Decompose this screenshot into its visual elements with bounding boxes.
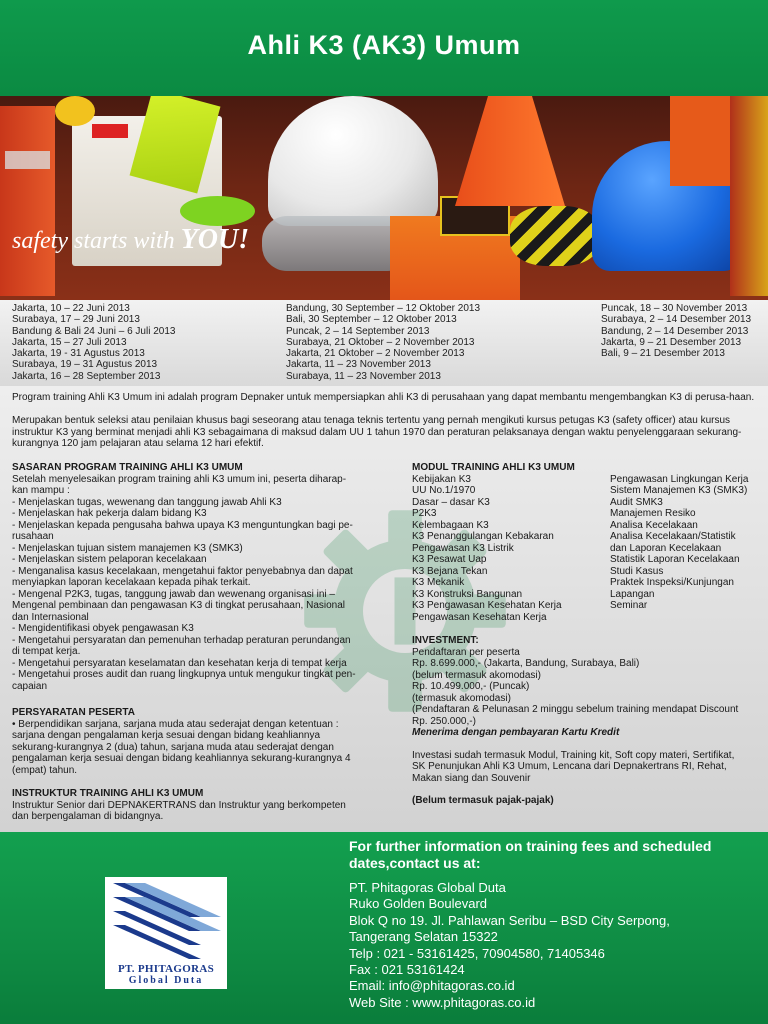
instruktur-section	[12, 788, 392, 823]
modul-title: MODUL TRAINING AHLI K3 UMUM	[412, 462, 575, 473]
sasaran-line: capaian	[12, 680, 48, 692]
modul-item: Seminar	[610, 600, 648, 611]
schedule-date: Jakarta, 16 – 28 September 2013	[12, 370, 161, 382]
includes-line: Makan siang dan Souvenir	[412, 772, 531, 784]
modul-item: Manajemen Resiko	[610, 508, 696, 519]
sasaran-title: SASARAN PROGRAM TRAINING AHLI K3 UMUM	[12, 462, 243, 473]
modul-item: dan Laporan Kecelakaan	[610, 542, 722, 554]
contact-block	[349, 838, 759, 1011]
persyaratan-section	[12, 707, 392, 776]
instruktur-line: dan berpengalaman di bidangnya.	[12, 811, 164, 822]
address-line: Ruko Golden Boulevard	[349, 896, 488, 912]
modul-item: K3 Pengawasan Kesehatan Kerja	[412, 600, 562, 611]
earplugs-shape	[55, 96, 95, 126]
company-name: PT. Phitagoras Global Duta	[349, 880, 506, 895]
schedule-column-1	[12, 303, 175, 382]
phone-line: Telp : 021 - 53161425, 70904580, 71405346	[349, 945, 605, 961]
persyaratan-title: PERSYARATAN PESERTA	[12, 707, 135, 718]
schedule-column-2	[286, 303, 480, 382]
schedule-date: Jakarta, 10 – 22 Juni 2013	[12, 303, 130, 314]
modul-item: UU No.1/1970	[412, 485, 476, 496]
intro-paragraph-1: Program training Ahli K3 Umum ini adalah program Depnaker untuk mempersiapkan ahli K3 di perusahaan yang dapat membantu mengembangkan K3 di perusa-haan.	[12, 392, 755, 403]
sasaran-line: - Mengetahui proses audit dan ruang lingkupnya untuk mengukur tingkat pen-	[12, 669, 356, 680]
sasaran-line: di tempat kerja.	[12, 646, 81, 657]
instruktur-title: INSTRUKTUR TRAINING AHLI K3 UMUM	[12, 788, 204, 799]
cta-line: dates,contact us at:	[349, 855, 481, 871]
credit-card-note: Menerima dengan pembayaran Kartu Kredit	[412, 727, 620, 738]
spacer	[412, 739, 762, 750]
modul-item: Pengawasan K3 Listrik	[412, 542, 514, 554]
investment-section	[412, 635, 762, 807]
modul-item: K3 Mekanik	[412, 577, 465, 588]
persyaratan-line: • Berpendidikan sarjana, sarjana muda atau sederajat dengan ketentuan :	[12, 718, 339, 730]
modul-item: Studi Kasus	[610, 565, 664, 577]
schedule-date: Surabaya, 21 Oktober – 2 November 2013	[286, 336, 475, 348]
green-tape-shape	[180, 196, 255, 226]
address-line: Blok Q no 19. Jl. Pahlawan Seribu – BSD City Serpong,	[349, 912, 670, 928]
fax-line: Fax : 021 53161424	[349, 962, 465, 978]
cta-line: For further information on training fees and scheduled	[349, 838, 712, 854]
modul-item: Pengawasan Kesehatan Kerja	[412, 611, 547, 623]
footer-contact	[0, 832, 768, 1024]
sasaran-line: - Mengidentifikasi obyek pengawasan K3	[12, 623, 194, 634]
modul-item: Analisa Kecelakaan	[610, 519, 698, 531]
schedule-date: Jakarta, 11 – 23 November 2013	[286, 359, 431, 371]
modul-item: K3 Penanggulangan Kebakaran	[412, 531, 554, 542]
includes-line: Investasi sudah termasuk Modul, Training kit, Soft copy materi, Sertifikat,	[412, 749, 735, 761]
modul-item: Statistik Laporan Kecelakaan	[610, 554, 740, 565]
modul-item: Praktek Inspeksi/Kunjungan	[610, 577, 734, 588]
reflective-band-shape	[5, 151, 50, 169]
website-link[interactable]: Web Site : www.phitagoras.co.id	[349, 994, 536, 1010]
investment-line: Pendaftaran per peserta	[412, 646, 520, 658]
sasaran-line: - Mengetahui persyaratan dan pemenuhan terhadap peraturan perundangan	[12, 634, 351, 646]
intro-paragraph-2: Merupakan bentuk seleksi atau penilaian khusus bagi seseorang atau tenaga teknis tertentu yang pernah mengikuti kursus petugas K3 (safety officer) atau kursus instruktur K3 yang berminat menjadi ahli K3 sebagaimana di maksud dalam UU 1 tahun 1970 dan peraturan pelaksanaya dengan waktu penyelenggaraan sekurang-kurangnya 120 jam pelajaran atau selama 12 hari efektif.	[12, 415, 742, 449]
schedule-date: Bali, 30 September – 12 Oktober 2013	[286, 314, 457, 326]
orange-barrel-shape	[0, 106, 55, 296]
investment-line: Rp. 8.699.000,- (Jakarta, Bandung, Surabaya, Bali)	[412, 658, 640, 669]
modul-item: Lapangan	[610, 588, 655, 600]
tagline-prefix: safety starts with	[12, 228, 175, 254]
schedule-date: Surabaya, 11 – 23 November 2013	[286, 370, 441, 382]
modul-item: K3 Konstruksi Bangunan	[412, 588, 523, 600]
schedule-column-3	[601, 303, 751, 359]
modul-item: K3 Pesawat Uap	[412, 554, 487, 565]
modul-item: Pengawasan Lingkungan Kerja	[610, 473, 749, 485]
schedule-date: Bandung & Bali 24 Juni – 6 Juli 2013	[12, 325, 176, 337]
modul-item: K3 Bejana Tekan	[412, 565, 488, 577]
sasaran-line: Mengenal pembinaan dan pengawasan K3 di tingkat perusahaan, Nasional	[12, 600, 346, 611]
hero-tagline	[12, 224, 249, 256]
box-label-shape	[92, 124, 128, 138]
sasaran-line: rusahaan	[12, 531, 54, 542]
sasaran-line: - Menjelaskan tugas, wewenang dan tanggung jawab Ahli K3	[12, 496, 282, 508]
tax-note: (Belum termasuk pajak-pajak)	[412, 795, 554, 806]
schedule-date: Jakarta, 15 – 27 Juli 2013	[12, 336, 127, 348]
persyaratan-line: (empat) tahun.	[12, 764, 78, 776]
schedule-date: Jakarta, 19 - 31 Agustus 2013	[12, 348, 145, 360]
modul-item: Sistem Manajemen K3 (SMK3)	[610, 485, 748, 496]
traffic-cone-shape	[455, 96, 565, 206]
schedule-date: Puncak, 2 – 14 September 2013	[286, 325, 430, 337]
tagline-emphasis: YOU!	[180, 224, 250, 255]
sasaran-line: - Menjelaskan tujuan sistem manajemen K3 (SMK3)	[12, 542, 243, 554]
sasaran-line: menyiapkan laporan kecelakaan kepada pihak terkait.	[12, 577, 251, 588]
schedule-date: Surabaya, 17 – 29 Juni 2013	[12, 314, 140, 326]
sasaran-line: - Menjelaskan hak pekerja dalam bidang K3	[12, 508, 207, 519]
sasaran-line: - Menjelaskan sistem pelaporan kecelakaan	[12, 554, 207, 565]
schedule-date: Puncak, 18 – 30 November 2013	[601, 303, 748, 314]
header-banner	[0, 0, 768, 96]
persyaratan-line: pengalaman kerja sesuai dengan bidang keahliannya sekurang-kurangnya 4	[12, 753, 351, 764]
schedule-date: Bandung, 2 – 14 Desember 2013	[601, 325, 749, 337]
persyaratan-line: sarjana dengan pengalaman kerja sesuai dengan bidang keahliannya	[12, 730, 321, 741]
logo-company-subname: Global Duta	[128, 975, 204, 986]
sasaran-line: Setelah menyelesaikan program training ahli K3 umum ini, peserta diharap-	[12, 473, 347, 485]
schedule-date: Jakarta, 9 – 21 Desember 2013	[601, 336, 742, 348]
sasaran-line: kan mampu :	[12, 485, 70, 496]
hazard-tape-shape	[510, 206, 600, 266]
investment-line: (Pendaftaran & Pelunasan 2 minggu sebelum training mendapat Discount	[412, 704, 739, 715]
cta-text	[349, 838, 759, 872]
modul-item: Kebijakan K3	[412, 473, 471, 485]
hero-image	[0, 96, 768, 300]
investment-line: (termasuk akomodasi)	[412, 692, 511, 704]
sasaran-line: - Menganalisa kasus kecelakaan, mengetahui faktor penyebabnya dan dapat	[12, 565, 353, 577]
investment-line: Rp. 10.499.000,- (Puncak)	[412, 681, 530, 692]
email-link[interactable]: Email: info@phitagoras.co.id	[349, 978, 515, 994]
investment-title: INVESTMENT:	[412, 635, 479, 646]
schedule-date: Jakarta, 21 Oktober – 2 November 2013	[286, 348, 465, 360]
modul-item: Audit SMK3	[610, 496, 663, 508]
investment-line: Rp. 250.000,-)	[412, 715, 476, 727]
page-title: Ahli K3 (AK3) Umum	[247, 30, 521, 60]
logo-company-name: PT. PHITAGORAS	[117, 963, 215, 975]
modul-section	[412, 462, 612, 623]
investment-line: (belum termasuk akomodasi)	[412, 669, 541, 681]
persyaratan-line: sekurang-kurangnya 2 (dua) tahun, sarjana muda atau sederajat dengan	[12, 741, 334, 753]
instruktur-line: Instruktur Senior dari DEPNAKERTRANS dan Instruktur yang berkompeten	[12, 799, 346, 811]
address-block	[349, 880, 759, 1011]
schedule-date: Bandung, 30 September – 12 Oktober 2013	[286, 303, 481, 314]
includes-line: SK Penunjukan Ahli K3 Umum, Lencana dari Depnakertrans RI, Rehat,	[412, 761, 727, 772]
sasaran-line: dan Internasional	[12, 611, 89, 623]
sasaran-line: - Menjelaskan kepada pengusaha bahwa upaya K3 menguntungkan bagi pe-	[12, 519, 353, 531]
modul-item: P2K3	[412, 508, 437, 519]
schedule-date: Surabaya, 2 – 14 Desember 2013	[601, 314, 752, 326]
schedule-band	[0, 300, 768, 386]
company-logo	[105, 877, 227, 989]
modul-item: Dasar – dasar K3	[412, 496, 490, 508]
white-hard-hat-shape	[268, 96, 438, 226]
sasaran-line: - Mengetahui persyaratan keselamatan dan kesehatan kerja di tempat kerja	[12, 657, 347, 669]
modul-item: Kelembagaan K3	[412, 519, 489, 531]
modul-column-2	[610, 474, 760, 612]
schedule-date: Surabaya, 19 – 31 Agustus 2013	[12, 359, 158, 371]
sasaran-section	[12, 462, 392, 692]
logo-stripes-icon	[105, 877, 227, 963]
right-edge-shape	[730, 96, 768, 296]
content-section	[0, 386, 768, 832]
schedule-date: Bali, 9 – 21 Desember 2013	[601, 348, 725, 360]
sasaran-line: - Mengenal P2K3, tugas, tanggung jawab dan wewenang organisasi ini –	[12, 588, 335, 600]
spacer	[412, 784, 762, 795]
address-line: Tangerang Selatan 15322	[349, 929, 498, 945]
modul-item: Analisa Kecelakaan/Statistik	[610, 531, 736, 542]
